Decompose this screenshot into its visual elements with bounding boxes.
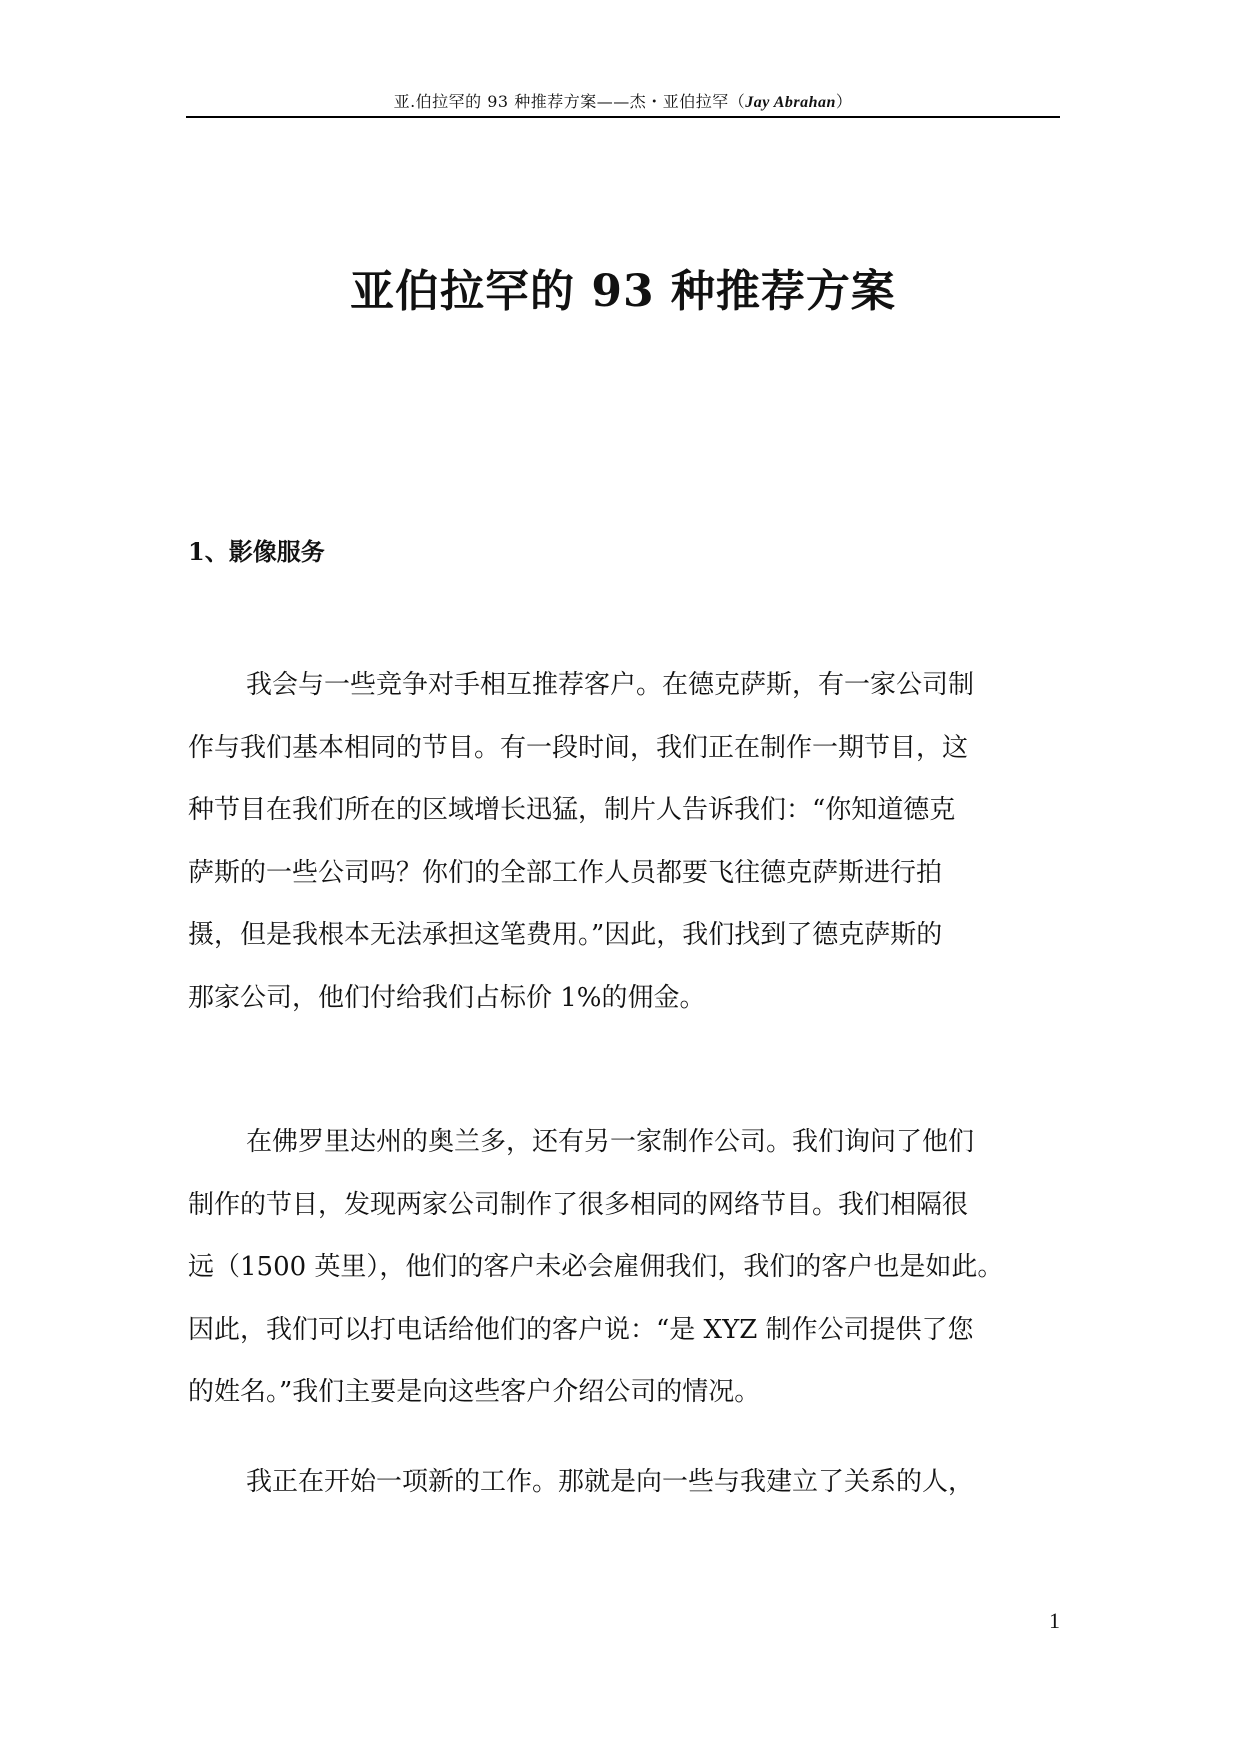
paragraph-3	[188, 1451, 1058, 1514]
paragraph-line: 种节目在我们所在的区域增长迅猛，制片人告诉我们：“你知道德克	[188, 795, 956, 825]
paragraph-line: 作与我们基本相同的节目。有一段时间，我们正在制作一期节目，这	[188, 732, 969, 763]
document-title: 亚伯拉罕的 93 种推荐方案	[350, 266, 896, 317]
paragraph-line: 我正在开始一项新的工作。那就是向一些与我建立了关系的人，	[246, 1467, 975, 1497]
page-number: 1	[1049, 1608, 1060, 1633]
paragraph-line: 远（1500 英里），他们的客户未必会雇佣我们，我们的客户也是如此。	[188, 1252, 1004, 1282]
paragraph-line: 萨斯的一些公司吗？你们的全部工作人员都要飞往德克萨斯进行拍	[188, 857, 943, 888]
paragraph-1	[188, 654, 1058, 1029]
header-text-cn: 亚.伯拉罕的 93 种推荐方案——杰・亚伯拉罕（	[393, 92, 746, 111]
running-header	[186, 86, 1060, 118]
header-text-en: Jay Abrahan	[745, 94, 836, 111]
paragraph-2	[188, 1111, 1058, 1424]
paragraph-line: 在佛罗里达州的奥兰多，还有另一家制作公司。我们询问了他们	[246, 1127, 975, 1157]
paragraph-line: 制作的节目，发现两家公司制作了很多相同的网络节目。我们相隔很	[188, 1189, 969, 1220]
paragraph-line: 那家公司，他们付给我们占标价 1%的佣金。	[188, 982, 706, 1013]
paragraph-line: 我会与一些竞争对手相互推荐客户。在德克萨斯，有一家公司制	[246, 670, 975, 700]
paragraph-line: 的姓名。”我们主要是向这些客户介绍公司的情况。	[188, 1377, 761, 1407]
section-heading: 1、影像服务	[188, 537, 325, 566]
paragraph-line: 因此，我们可以打电话给他们的客户说：“是 XYZ 制作公司提供了您	[188, 1314, 974, 1345]
header-text-close: ）	[835, 92, 853, 111]
paragraph-line: 摄，但是我根本无法承担这笔费用。”因此，我们找到了德克萨斯的	[188, 920, 943, 950]
